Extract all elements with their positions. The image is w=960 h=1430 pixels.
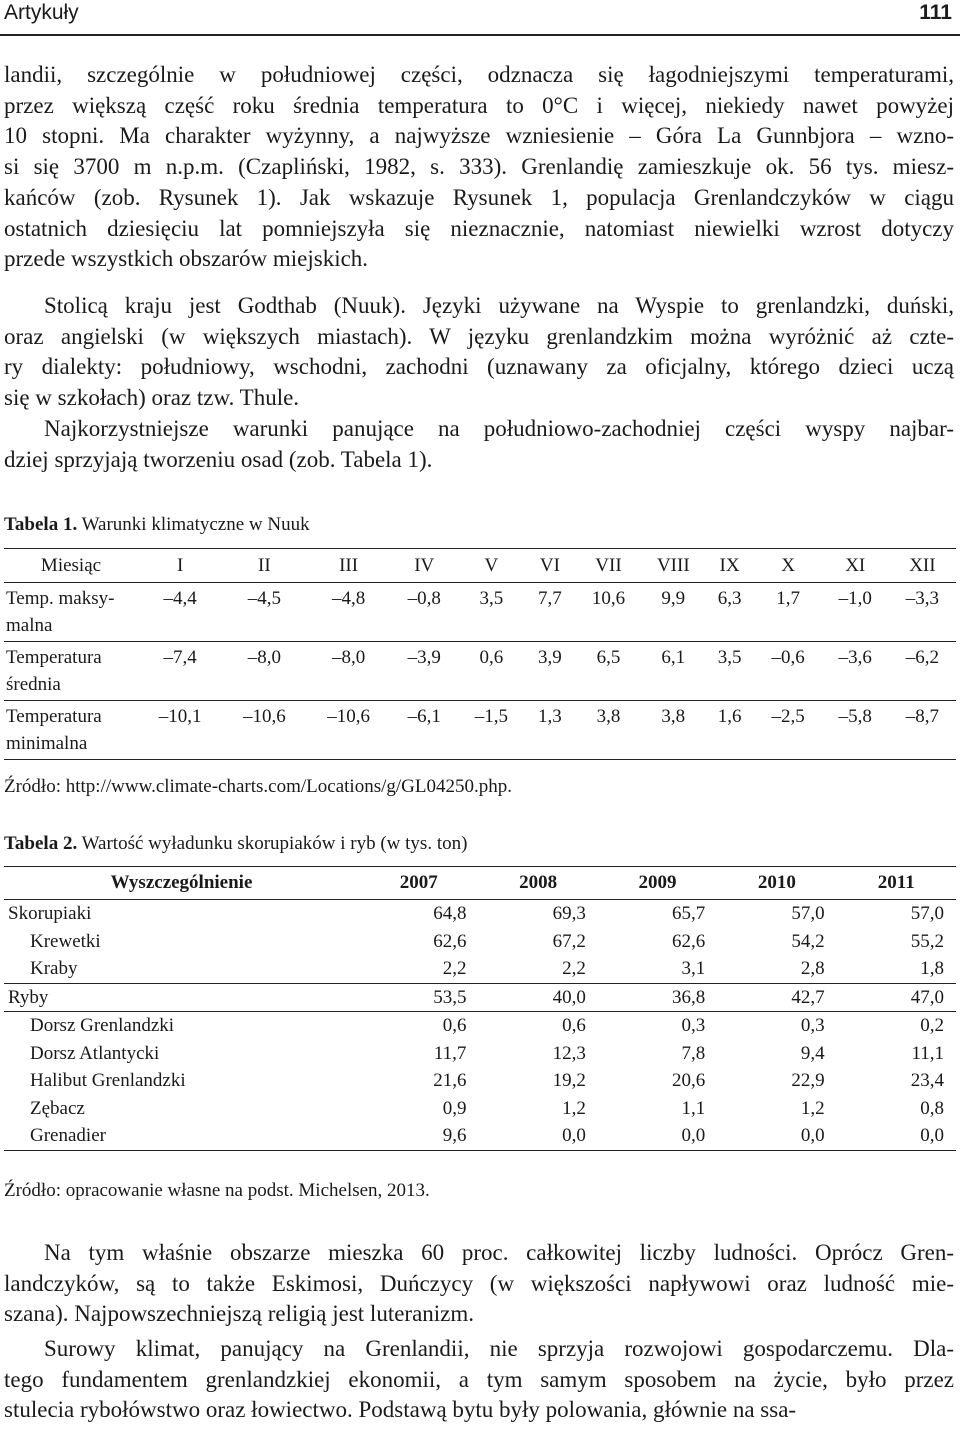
table-cell: –3,6 [822,642,889,701]
table-cell: 69,3 [478,900,597,928]
table-cell: 7,7 [525,583,575,642]
column-header: 2007 [359,867,478,900]
column-header: 2010 [717,867,836,900]
table-cell: –7,4 [138,642,222,701]
table-cell: –3,9 [391,642,458,701]
table-cell: 3,8 [661,706,686,727]
table-cell: 57,0 [717,900,836,928]
paragraph-3 [4,414,954,475]
column-header: 2011 [837,867,956,900]
table-cell: 3,8 [596,706,621,727]
table-cell: –0,6 [755,642,822,701]
catch-table [4,866,956,1151]
column-header: VIII [642,549,705,583]
table-cell: 47,0 [837,983,956,1012]
table-cell: 1,6 [717,706,742,727]
table-1-caption-label: Tabela 1. [4,514,78,535]
text-line: Stolicą kraju jest Godthab (Nuuk). Języki używane na Wyspie to grenlandzki, duński, [44,293,954,318]
row-label: Grenadier [30,1125,106,1146]
table-cell: 64,8 [359,900,478,928]
table-cell: 53,5 [359,983,478,1012]
text-line: się w szkołach) oraz tzw. Thule. [4,385,300,411]
table-cell: 3,5 [705,642,755,701]
table-2-source: Źródło: opracowanie własne na podst. Michelsen, 2013. [4,1180,430,1201]
table-cell: –8,0 [222,642,306,701]
table-cell: 19,2 [552,1070,586,1091]
table-cell: 0,3 [598,1012,717,1040]
table-row [4,642,956,701]
table-cell: 0,0 [920,1125,944,1146]
table-row [4,1040,956,1068]
table-cell: –4,8 [306,583,390,642]
column-header: II [222,549,306,583]
row-label: Skorupiaki [4,900,359,928]
row-label: Temperatura minimalna [6,706,102,754]
table-cell: 0,6 [359,1012,478,1040]
table-row [4,583,956,642]
column-header: IX [705,549,755,583]
table-cell: 55,2 [910,930,944,952]
table-1-caption [4,514,310,536]
table-cell: 0,3 [717,1012,836,1040]
table-cell: 0,2 [837,1012,956,1040]
table-cell: –1,0 [822,583,889,642]
table-2-caption-label: Tabela 2. [4,833,78,854]
table-cell: 7,8 [681,1042,706,1064]
text-line: przez większą część roku średnia temperatura to 0°C i więcej, niekiedy nawet powyżej [4,92,954,118]
table-cell: –4,4 [138,583,222,642]
table-cell: –8,0 [306,642,390,701]
table-cell: 57,0 [837,900,956,928]
text-line: przede wszystkich obszarów miejskich. [4,246,369,272]
table-header-row [4,549,956,583]
table-cell: 2,8 [800,958,825,979]
table-cell: 36,8 [598,983,717,1012]
text-line: si się 3700 m n.p.m. (Czapliński, 1982, s. 333). Grenlandię zamieszkuje ok. 56 tys. miesz- [4,154,954,180]
column-header: XII [889,549,956,583]
column-header: X [755,549,822,583]
page-number: 111 [919,1,952,24]
page-header [0,0,960,36]
text-line: ostatnich dziesięciu lat pomniejszyła się nieznacznie, natomiast niewielki wzrost dotyczy [4,215,954,241]
column-header: XI [822,549,889,583]
table-cell: 40,0 [478,983,597,1012]
table-cell: –5,8 [838,706,872,727]
column-header: Miesiąc [4,549,138,583]
table-cell: –10,1 [158,706,202,727]
table-2-caption [4,833,467,855]
table-row [4,928,956,956]
text-line: dziej sprzyjają tworzeniu osad (zob. Tabela 1). [4,446,433,472]
row-label: Dorsz Grenlandzki [4,1012,359,1040]
column-header: 2009 [598,867,717,900]
table-cell: 3,9 [525,642,575,701]
table-cell: 2,2 [562,958,586,979]
table-cell: –0,8 [391,583,458,642]
row-label: Ryby [4,983,359,1012]
paragraph-1 [4,60,954,275]
row-label: Krewetki [30,930,101,952]
table-cell: 67,2 [552,930,586,952]
climate-table [4,548,956,760]
text-line: Na tym właśnie obszarze mieszka 60 proc. całkowitej liczby ludności. Oprócz Gren- [44,1240,954,1265]
table-cell: 3,1 [681,958,706,979]
table-cell: 62,6 [433,930,467,952]
table-cell: 12,3 [552,1042,586,1064]
table-cell: 2,2 [442,958,467,979]
column-header: V [458,549,525,583]
table-row [4,955,956,983]
table-row [4,1122,956,1150]
table-cell: 9,6 [442,1125,467,1146]
table-cell: –8,7 [905,706,940,727]
table-cell: 23,4 [910,1070,944,1091]
row-label: Zębacz [30,1097,85,1119]
row-label: Kraby [30,958,78,979]
table-cell: 6,3 [705,583,755,642]
table-row [4,983,956,1012]
table-cell: 62,6 [671,930,706,952]
text-line: Surowy klimat, panujący na Grenlandii, nie sprzyja rozwojowi gospodarczemu. Dla- [44,1336,954,1361]
text-line: landczyków, są to także Eskimosi, Duńczycy (w większości napływowi oraz ludność mie- [4,1270,954,1296]
table-cell: –4,5 [222,583,306,642]
table-cell: 22,9 [791,1070,825,1091]
paragraph-4 [4,1238,954,1330]
table-cell: 9,9 [642,583,705,642]
column-header: Wyszczególnienie [4,867,359,900]
table-cell: 42,7 [717,983,836,1012]
table-cell: 1,2 [562,1097,586,1119]
table-cell: 3,5 [458,583,525,642]
text-line: stulecia rybołówstwo oraz łowiectwo. Podstawą bytu były polowania, głównie na ssa- [4,1397,797,1423]
text-line: Najkorzystniejsze warunki panujące na południowo-zachodniej części wyspy najbar- [44,416,954,441]
paragraph-5 [4,1334,954,1426]
column-header: III [306,549,390,583]
table-cell: 11,7 [433,1042,467,1064]
table-cell: –10,6 [242,706,286,727]
table-cell: 1,1 [681,1097,706,1119]
table-cell: 54,2 [791,930,825,952]
text-line: kańców (zob. Rysunek 1). Jak wskazuje Rysunek 1, populacja Grenlandczyków w ciągu [4,184,954,210]
row-label: Temperatura średnia [4,642,138,701]
table-cell: 10,6 [575,583,642,642]
table-1-source: Źródło: http://www.climate-charts.com/Locations/g/GL04250.php. [4,776,512,797]
table-row [4,1067,956,1095]
text-line: szana). Najpowszechniejszą religią jest luteranizm. [4,1301,475,1327]
table-cell: –1,5 [474,706,508,727]
table-cell: 1,7 [755,583,822,642]
row-label: Temp. maksy- malna [4,583,138,642]
table-cell: –6,1 [407,706,441,727]
table-cell: –2,5 [771,706,805,727]
table-cell: 6,1 [642,642,705,701]
column-header: 2008 [478,867,597,900]
table-cell: 9,4 [800,1042,825,1064]
table-cell: –6,2 [889,642,956,701]
table-row [4,701,956,760]
text-line: 10 stopni. Ma charakter wyżynny, a najwyższe wzniesienie – Góra La Gunnbjora – wzno- [4,123,954,149]
table-cell: 20,6 [671,1070,706,1091]
table-1-caption-text: Warunki klimatyczne w Nuuk [77,514,310,535]
table-cell: 1,2 [800,1097,825,1119]
text-line: landii, szczególnie w południowej części, odznacza się łagodniejszymi temperaturami, [4,62,954,87]
text-line: tego fundamentem grenlandzkiej ekonomii, a tym samym sposobem na życie, było przez [4,1366,954,1392]
table-cell: 65,7 [598,900,717,928]
table-row [4,1095,956,1123]
table-cell: –10,6 [327,706,370,727]
column-header: VI [525,549,575,583]
column-header: I [138,549,222,583]
table-cell: 11,1 [911,1042,944,1064]
table-cell: 0,0 [562,1125,586,1146]
table-cell: 0,6 [478,1012,597,1040]
table-cell: 6,5 [575,642,642,701]
section-title: Artykuły [4,1,79,24]
text-line: ry dialekty: południowy, wschodni, zachodni (uznawany za oficjalny, którego dzieci uczą [4,354,954,380]
table-header-row [4,867,956,900]
table-cell: 21,6 [433,1070,467,1091]
row-label: Halibut Grenlandzki [30,1070,186,1091]
table-cell: 0,9 [442,1097,467,1119]
paragraph-2 [4,291,954,414]
column-header: IV [391,549,458,583]
table-cell: 0,0 [800,1125,825,1146]
table-cell: 0,8 [920,1097,944,1119]
text-line: oraz angielski (w większych miastach). W języku grenlandzkim można wyróżnić aż czte- [4,323,954,349]
table-cell: 0,6 [458,642,525,701]
table-row [4,1012,956,1040]
column-header: VII [575,549,642,583]
table-cell: 1,3 [538,706,562,727]
table-cell: 1,8 [920,958,944,979]
row-label: Dorsz Atlantycki [30,1042,160,1064]
table-row [4,900,956,928]
table-cell: 0,0 [681,1125,706,1146]
table-2-caption-text: Wartość wyładunku skorupiaków i ryb (w tys. ton) [77,833,468,854]
table-cell: –3,3 [889,583,956,642]
